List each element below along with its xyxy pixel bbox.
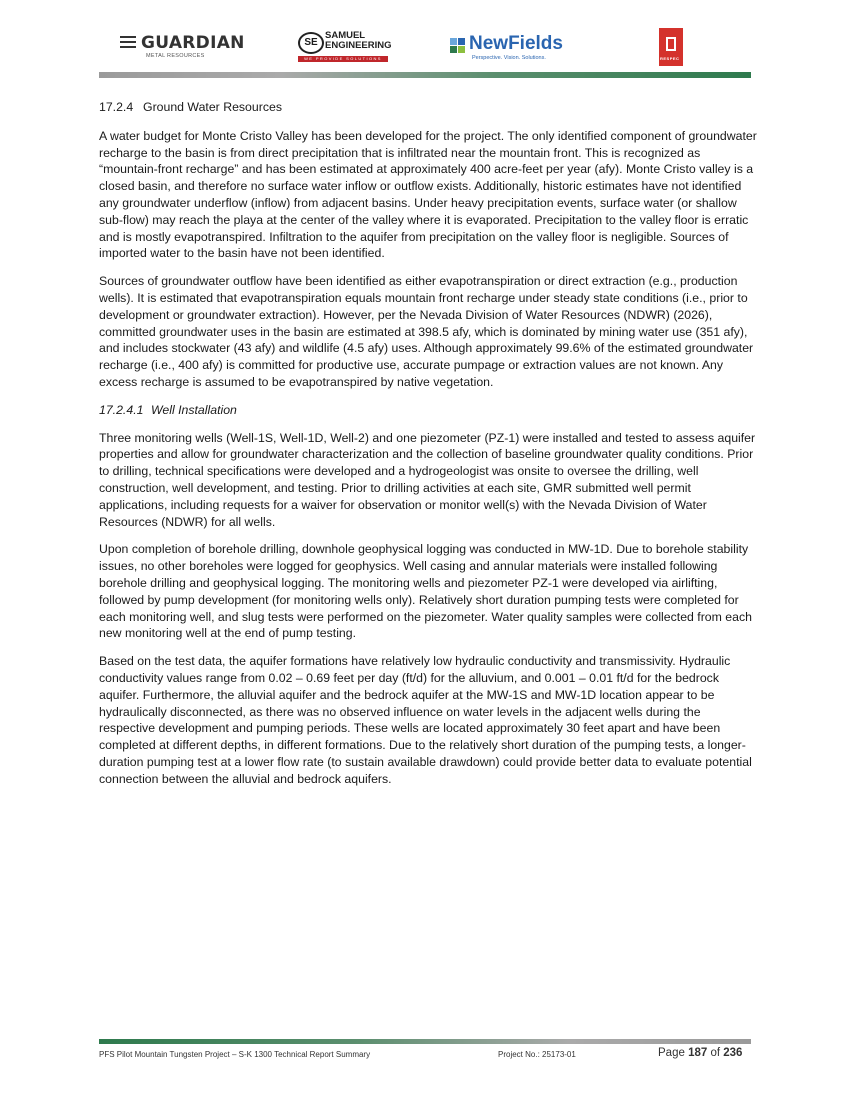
section-title: Ground Water Resources [143, 100, 282, 114]
newfields-logo-tagline: Perspective. Vision. Solutions. [472, 55, 546, 61]
samuel-engineering-logo [298, 24, 398, 68]
se-mark-icon: SE [298, 32, 324, 54]
paragraph: Three monitoring wells (Well-1S, Well-1D, Well-2) and one piezometer (PZ-1) were installed and tested to assess aquifer properties and allow for groundwater characterization and the collection of baseline groundwater quality conditions. Prior to drilling, technical specifications were developed and a hydrogeologist was onsite to oversee the drilling, well construction, well development, and testing. Prior to drilling activities at each site, GMR submitted well permit applications, including requests for a waiver for observation or monitor well(s) with the Nevada Division of Water Resources (NDWR) for all wells. [99, 430, 756, 529]
newfields-logo-name: NewFields [469, 33, 563, 54]
paragraph: Based on the test data, the aquifer formations have relatively low hydraulic conductivity and transmissivity. Hydraulic conductivity values range from 0.02 – 0.69 feet per day (ft/d) for the alluvium, and 0.001 – 0.01 ft/d for the bedrock aquifer. Furthermore, the alluvial aquifer and the bedrock aquifer at the MW-1S and MW-1D location appear to be hydraulically disconnected, as there was no observed influence on water levels in the adjacent wells during the respective development and pumping periods. These wells are located approximately 30 feet apart and have been completed at different depths, in different formations. Due to the relatively short duration of the pumping tests, a longer-duration pumping test at a lower flow rate (to sustain available drawdown) could provide better data to evaluate potential connection between the alluvial and bedrock aquifers. [99, 654, 752, 786]
paragraph: Upon completion of borehole drilling, downhole geophysical logging was conducted in MW-1D. Due to borehole stability issues, no other boreholes were logged for geophysics. Well casing and annular materials were installed following borehole drilling and geophysical logging. The monitoring wells and piezometer PZ-1 were developed via airlifting, followed by pump development (for monitoring wells only). Relatively short duration pumping tests were completed for each monitoring well, and slug tests were performed on the piezometer. Water quality samples were collected from each new monitoring well at the end of pump testing. [99, 542, 752, 641]
menu-lines-icon [120, 36, 136, 48]
guardian-logo-name: GUARDIAN [141, 33, 245, 53]
subsection-number: 17.2.4.1 [99, 402, 144, 417]
footer-rule [99, 1039, 751, 1044]
page-total: 236 [723, 1047, 743, 1059]
newfields-squares-icon [450, 38, 466, 54]
guardian-logo-subtitle: METAL RESOURCES [146, 53, 205, 59]
footer-project-number: Project No.: 25173-01 [498, 1050, 576, 1059]
page-word: Page [658, 1047, 685, 1059]
page-current: 187 [688, 1047, 708, 1059]
guardian-logo [120, 24, 250, 64]
respec-logo-text: RESPEC [660, 56, 680, 61]
samuel-logo-line1: SAMUEL [325, 30, 366, 41]
section-number: 17.2.4 [99, 100, 134, 114]
samuel-logo-name [325, 31, 392, 51]
section-heading [99, 99, 759, 116]
samuel-logo-tagline: WE PROVIDE SOLUTIONS [298, 56, 388, 62]
header-rule [99, 72, 751, 78]
footer-report-title: PFS Pilot Mountain Tungsten Project – S-K 1300 Technical Report Summary [99, 1050, 371, 1059]
subsection-title: Well Installation [151, 402, 237, 417]
paragraph: A water budget for Monte Cristo Valley has been developed for the project. The only identified component of groundwater recharge to the basin is from direct precipitation that is infiltrated near the mountain front. This is recognized as “mountain-front recharge” and has been estimated at approximately 400 acre-feet per year (afy). Monte Cristo valley is a closed basin, and therefore no surface water inflow or outflow exists. Additionally, historic estimates have not identified any groundwater underflow (inflow) from adjacent basins. Under heavy precipitation events, surface water (or shallow sub-flow) may reach the playa at the center of the valley where it is evaporated. Precipitation to the valley floor is erratic and is mostly evapotranspired. Infiltration to the aquifer from precipitation on the valley floor is negligible. Sources of imported water to the basin have not been identified. [99, 128, 757, 261]
respec-logo [659, 28, 683, 66]
samuel-logo-line2: ENGINEERING [325, 40, 392, 51]
newfields-logo [450, 24, 580, 68]
subsection-heading [99, 402, 759, 419]
page-number [658, 1047, 742, 1059]
page-of: of [710, 1047, 721, 1059]
document-body [99, 99, 759, 798]
paragraph: Sources of groundwater outflow have been identified as either evapotranspiration or direct extraction (e.g., production wells). It is estimated that evapotranspiration equals mountain front recharge under steady state conditions (i.e., prior to development or groundwater extraction). However, per the Nevada Division of Water Resources (NDWR) (2026), committed groundwater uses in the basin are estimated at 398.5 afy, which is dominated by mining water use (351 afy), and includes stockwater (43 afy) and wildlife (4.5 afy) uses. Although approximately 99.6% of the estimated groundwater recharge (i.e., 400 afy) is committed for productive use, accurate pumpage or extraction values are not known. Any excess recharge is assumed to be evapotranspired by native vegetation. [99, 274, 754, 389]
